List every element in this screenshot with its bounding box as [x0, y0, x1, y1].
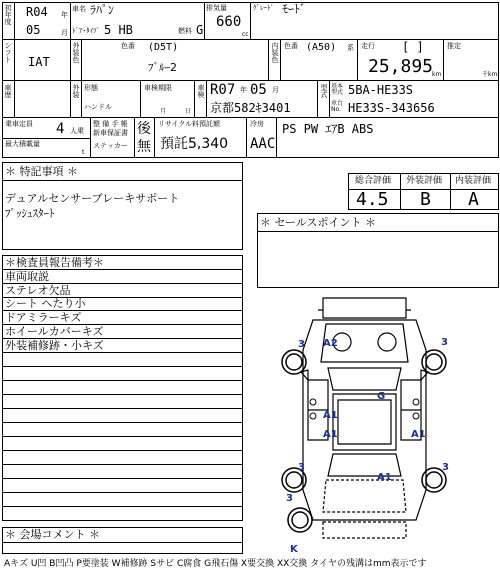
- mileage-label: 走行: [361, 42, 375, 50]
- door-type: 5 HB: [104, 23, 133, 37]
- year-suffix: 年: [61, 11, 68, 19]
- ac: AAC: [250, 136, 276, 152]
- special-line-1: デュアルセンサーブレーキサポート: [5, 192, 180, 205]
- inspect-year-suffix: 年: [240, 86, 247, 94]
- int-score: A: [468, 189, 479, 210]
- int-color-label: 内装色: [271, 42, 279, 63]
- displacement-unit: cc: [242, 31, 249, 38]
- warranty-value: 後: [137, 121, 151, 137]
- first-reg-label: 初年度: [4, 4, 12, 25]
- grade-label: ｸﾞﾚｰﾄﾞ: [253, 4, 274, 12]
- mark-a1-rear: A1: [377, 472, 392, 483]
- chassis-label: 車台No.: [331, 100, 344, 113]
- plate: 京都582ｷ3401: [210, 101, 291, 115]
- inspector-line-1: 車両取説: [5, 270, 49, 283]
- inspector-line-5: ホイールカバーキズ: [5, 325, 104, 338]
- inspect-month: 05: [250, 82, 267, 98]
- inspector-line-6: 外装補修跡・小キズ: [5, 339, 104, 352]
- rear-gate: [323, 480, 406, 512]
- int-color-suffix: 系: [347, 44, 354, 52]
- special-line-2: ﾌﾟｯｼｭｽﾀｰﾄ: [5, 207, 55, 220]
- displacement-label: 排気量: [206, 4, 227, 12]
- mark-a1-right: A1: [411, 429, 426, 440]
- rear-bumper: [323, 522, 406, 538]
- front-bumper: [323, 298, 406, 318]
- fuel: G: [196, 23, 204, 37]
- shift-label: シフト: [4, 42, 12, 63]
- body-outline: [303, 320, 426, 520]
- inspect-label: 車検期限: [144, 84, 172, 92]
- form-label: 形態: [84, 84, 98, 92]
- recycle: 預託5,340: [160, 136, 229, 152]
- mark-3-rear-left: 3: [298, 462, 305, 473]
- check-unit: 千km: [482, 71, 498, 78]
- history-label: 車歴: [4, 84, 12, 98]
- plate-label: 車検: [197, 84, 205, 98]
- car-name: ﾗﾊﾟﾝ: [90, 3, 115, 17]
- mark-g: G: [377, 391, 386, 402]
- ext-score-label: 外装評価: [406, 176, 443, 186]
- exterior-label: 外装: [72, 84, 80, 98]
- ext-color-label: 外装色: [72, 42, 80, 63]
- mileage-unit: km: [432, 71, 442, 78]
- model: 5BA-HE33S: [348, 83, 414, 97]
- venue-comment-title: ＊ 会場コメント ＊: [5, 528, 100, 541]
- car-name-label: 車名: [72, 5, 86, 13]
- ext-score: B: [420, 189, 431, 210]
- equipment: PS PW ｴｱB ABS: [282, 122, 374, 136]
- mark-a1-left-lower: A1: [323, 429, 338, 440]
- check-label: 推定: [447, 42, 461, 50]
- roof: [333, 391, 396, 450]
- inspector-line-2: ステレオ欠品: [5, 284, 71, 297]
- int-color-code-label: 色番: [284, 42, 298, 50]
- inspect-month-label: 月: [160, 108, 167, 115]
- handle-label: ハンドル: [84, 103, 112, 111]
- inspector-report-title: ＊検査員報告備考＊: [5, 256, 104, 269]
- color-code-label: 色番: [121, 42, 135, 50]
- recycle-label: リサイクル料預託額: [158, 120, 221, 128]
- year-value: R04: [26, 5, 48, 19]
- color-code: (D5T): [148, 42, 179, 53]
- sales-point-title: ＊ セールスポイント ＊: [260, 216, 377, 229]
- inspector-line-3: シート へたり小: [5, 297, 86, 310]
- month-suffix: 月: [61, 29, 68, 37]
- total-score-label: 総合評価: [355, 176, 392, 186]
- maxload-unit: t: [82, 149, 85, 156]
- color-name: ﾌﾞﾙｰ2: [148, 61, 177, 74]
- warranty-label: 整 備 手 帳: [93, 120, 128, 128]
- capacity-label: 乗車定員: [5, 120, 33, 128]
- sticker-label: ステッカー: [93, 142, 128, 150]
- car-damage-diagram: [278, 290, 448, 550]
- capacity-unit: 人乗: [70, 127, 84, 135]
- model-label: 型式: [320, 84, 328, 98]
- inspect-day-label: 日: [185, 108, 192, 115]
- total-score: 4.5: [356, 189, 389, 210]
- mark-3-rear-right: 3: [442, 462, 449, 473]
- legend: Aキズ U凹 B凹凸 P要塗装 W補修跡 Sサビ C腐食 G飛石傷 X要交換 XX交換 タイヤの残溝はmm表示です: [4, 559, 427, 569]
- ac-label: 冷房: [250, 120, 264, 128]
- mark-3-front-left: 3: [298, 339, 305, 350]
- fuel-label: 燃料: [178, 27, 192, 35]
- int-score-label: 内装評価: [455, 176, 492, 186]
- int-color-code: (A50): [306, 42, 337, 53]
- mark-a1-left-upper: A1: [323, 410, 338, 421]
- windshield: [328, 368, 401, 390]
- month-value: 05: [26, 23, 41, 37]
- inspect-month-suffix: 月: [272, 86, 279, 94]
- shift: IAT: [28, 55, 50, 69]
- mark-k: K: [290, 544, 298, 555]
- special-notes-title: ＊ 特記事項 ＊: [5, 165, 78, 178]
- chassis: HE33S-343656: [348, 101, 435, 115]
- inspect-year: R07: [210, 82, 236, 98]
- grade: ﾓｰﾄﾞ: [282, 2, 307, 16]
- mileage-bracket: [ ]: [402, 40, 424, 54]
- sticker-value: 無: [137, 139, 151, 155]
- maxload-label: 最大積載量: [5, 140, 40, 148]
- mark-3-front-right: 3: [441, 337, 448, 348]
- headlight-right: [378, 333, 396, 351]
- inspector-line-4: ドアミラーキズ: [5, 311, 82, 324]
- model-basic-label: 基本型式: [331, 83, 344, 96]
- mark-3-spare: 3: [286, 493, 293, 504]
- mileage: 25,895: [368, 56, 434, 77]
- door-type-label: ﾄﾞｱ･ﾀｲﾌﾟ: [72, 27, 100, 35]
- capacity: 4: [56, 121, 65, 137]
- warranty-sub: 新車保証書: [93, 129, 128, 137]
- displacement: 660: [216, 14, 242, 30]
- mark-a2: A2: [323, 338, 338, 349]
